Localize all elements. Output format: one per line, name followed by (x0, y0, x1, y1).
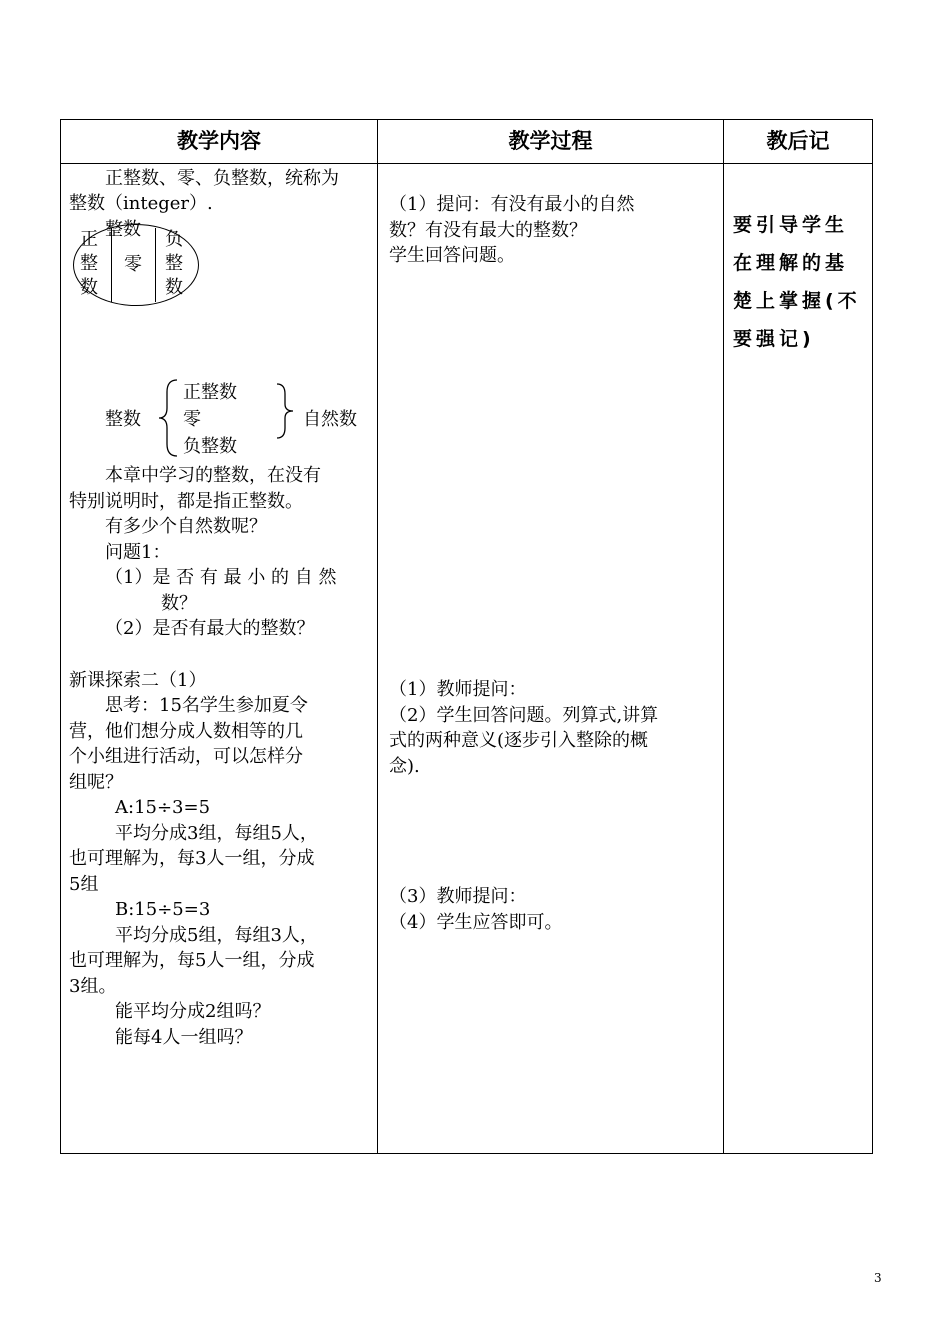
header-teaching-content: 教学内容 (177, 129, 261, 153)
process-line: 式的两种意义(逐步引入整除的概 (389, 730, 649, 751)
venn-divider (111, 228, 112, 302)
content-line: （2）是否有最大的整数？ (105, 618, 315, 639)
content-line: B:15÷5=3 (115, 899, 211, 920)
post-lesson-remark: 要引导学生在理解的基楚上掌握(不要强记) (733, 214, 861, 350)
content-line: 数？ (161, 593, 197, 614)
process-line: 数？有没有最大的整数？ (389, 220, 587, 241)
content-line: 本章中学习的整数，在没有 (105, 465, 321, 486)
column-divider (723, 120, 724, 1153)
column-divider (377, 120, 378, 1153)
header-post-notes: 教后记 (766, 129, 830, 153)
content-line: 整数（integer）. (69, 193, 213, 214)
brace-item-negative: 负整数 (183, 436, 237, 457)
process-line: （1）提问：有没有最小的自然 (389, 194, 635, 215)
process-line: （1）教师提问： (389, 679, 527, 700)
process-line: 念). (389, 756, 420, 777)
process-line: （3）教师提问： (389, 886, 527, 907)
content-line: 平均分成5组，每组3人， (115, 925, 318, 946)
content-line: 营，他们想分成人数相等的几 (69, 721, 303, 742)
content-line: 能每4人一组吗？ (115, 1027, 253, 1048)
brace-label-natural: 自然数 (303, 409, 357, 430)
content-line: 整数 (105, 219, 141, 240)
content-line: 能平均分成2组吗？ (115, 1001, 271, 1022)
brace-label-integer: 整数 (105, 409, 141, 430)
left-brace-icon (157, 378, 181, 458)
content-line: 也可理解为，每5人一组，分成 (69, 950, 315, 971)
venn-negative-integer: 负 整 数 (165, 229, 183, 298)
right-brace-icon (275, 382, 295, 440)
content-line: A:15÷3=5 (115, 797, 211, 818)
content-line: 有多少个自然数呢？ (105, 516, 267, 537)
page-number: 3 (874, 1271, 882, 1285)
venn-zero: 零 (124, 254, 142, 275)
brace-item-zero: 零 (183, 409, 201, 430)
content-line: 3组。 (69, 976, 117, 997)
content-line: 正整数、零、负整数，统称为 (105, 168, 339, 189)
lesson-table (60, 119, 873, 1154)
process-line: （2）学生回答问题。列算式,讲算 (389, 705, 659, 726)
header-divider (61, 163, 872, 164)
brace-item-positive: 正整数 (183, 382, 237, 403)
content-line: 思考：15名学生参加夏令 (105, 695, 308, 716)
content-line: 也可理解为，每3人一组，分成 (69, 848, 315, 869)
process-line: （4）学生应答即可。 (389, 912, 563, 933)
content-line: 特别说明时，都是指正整数。 (69, 491, 303, 512)
venn-positive-integer: 正 整 数 (80, 229, 98, 298)
venn-divider (155, 228, 156, 302)
content-line: 问题1： (105, 542, 171, 563)
content-line: 组呢？ (69, 772, 123, 793)
content-line: 新课探索二（1） (69, 670, 207, 691)
content-line: （1）是 否 有 最 小 的 自 然 (105, 567, 337, 588)
process-line: 学生回答问题。 (389, 245, 515, 266)
content-line: 个小组进行活动，可以怎样分 (69, 746, 303, 767)
header-teaching-process: 教学过程 (508, 129, 593, 153)
content-line: 5组 (69, 874, 99, 895)
content-line: 平均分成3组，每组5人， (115, 823, 318, 844)
